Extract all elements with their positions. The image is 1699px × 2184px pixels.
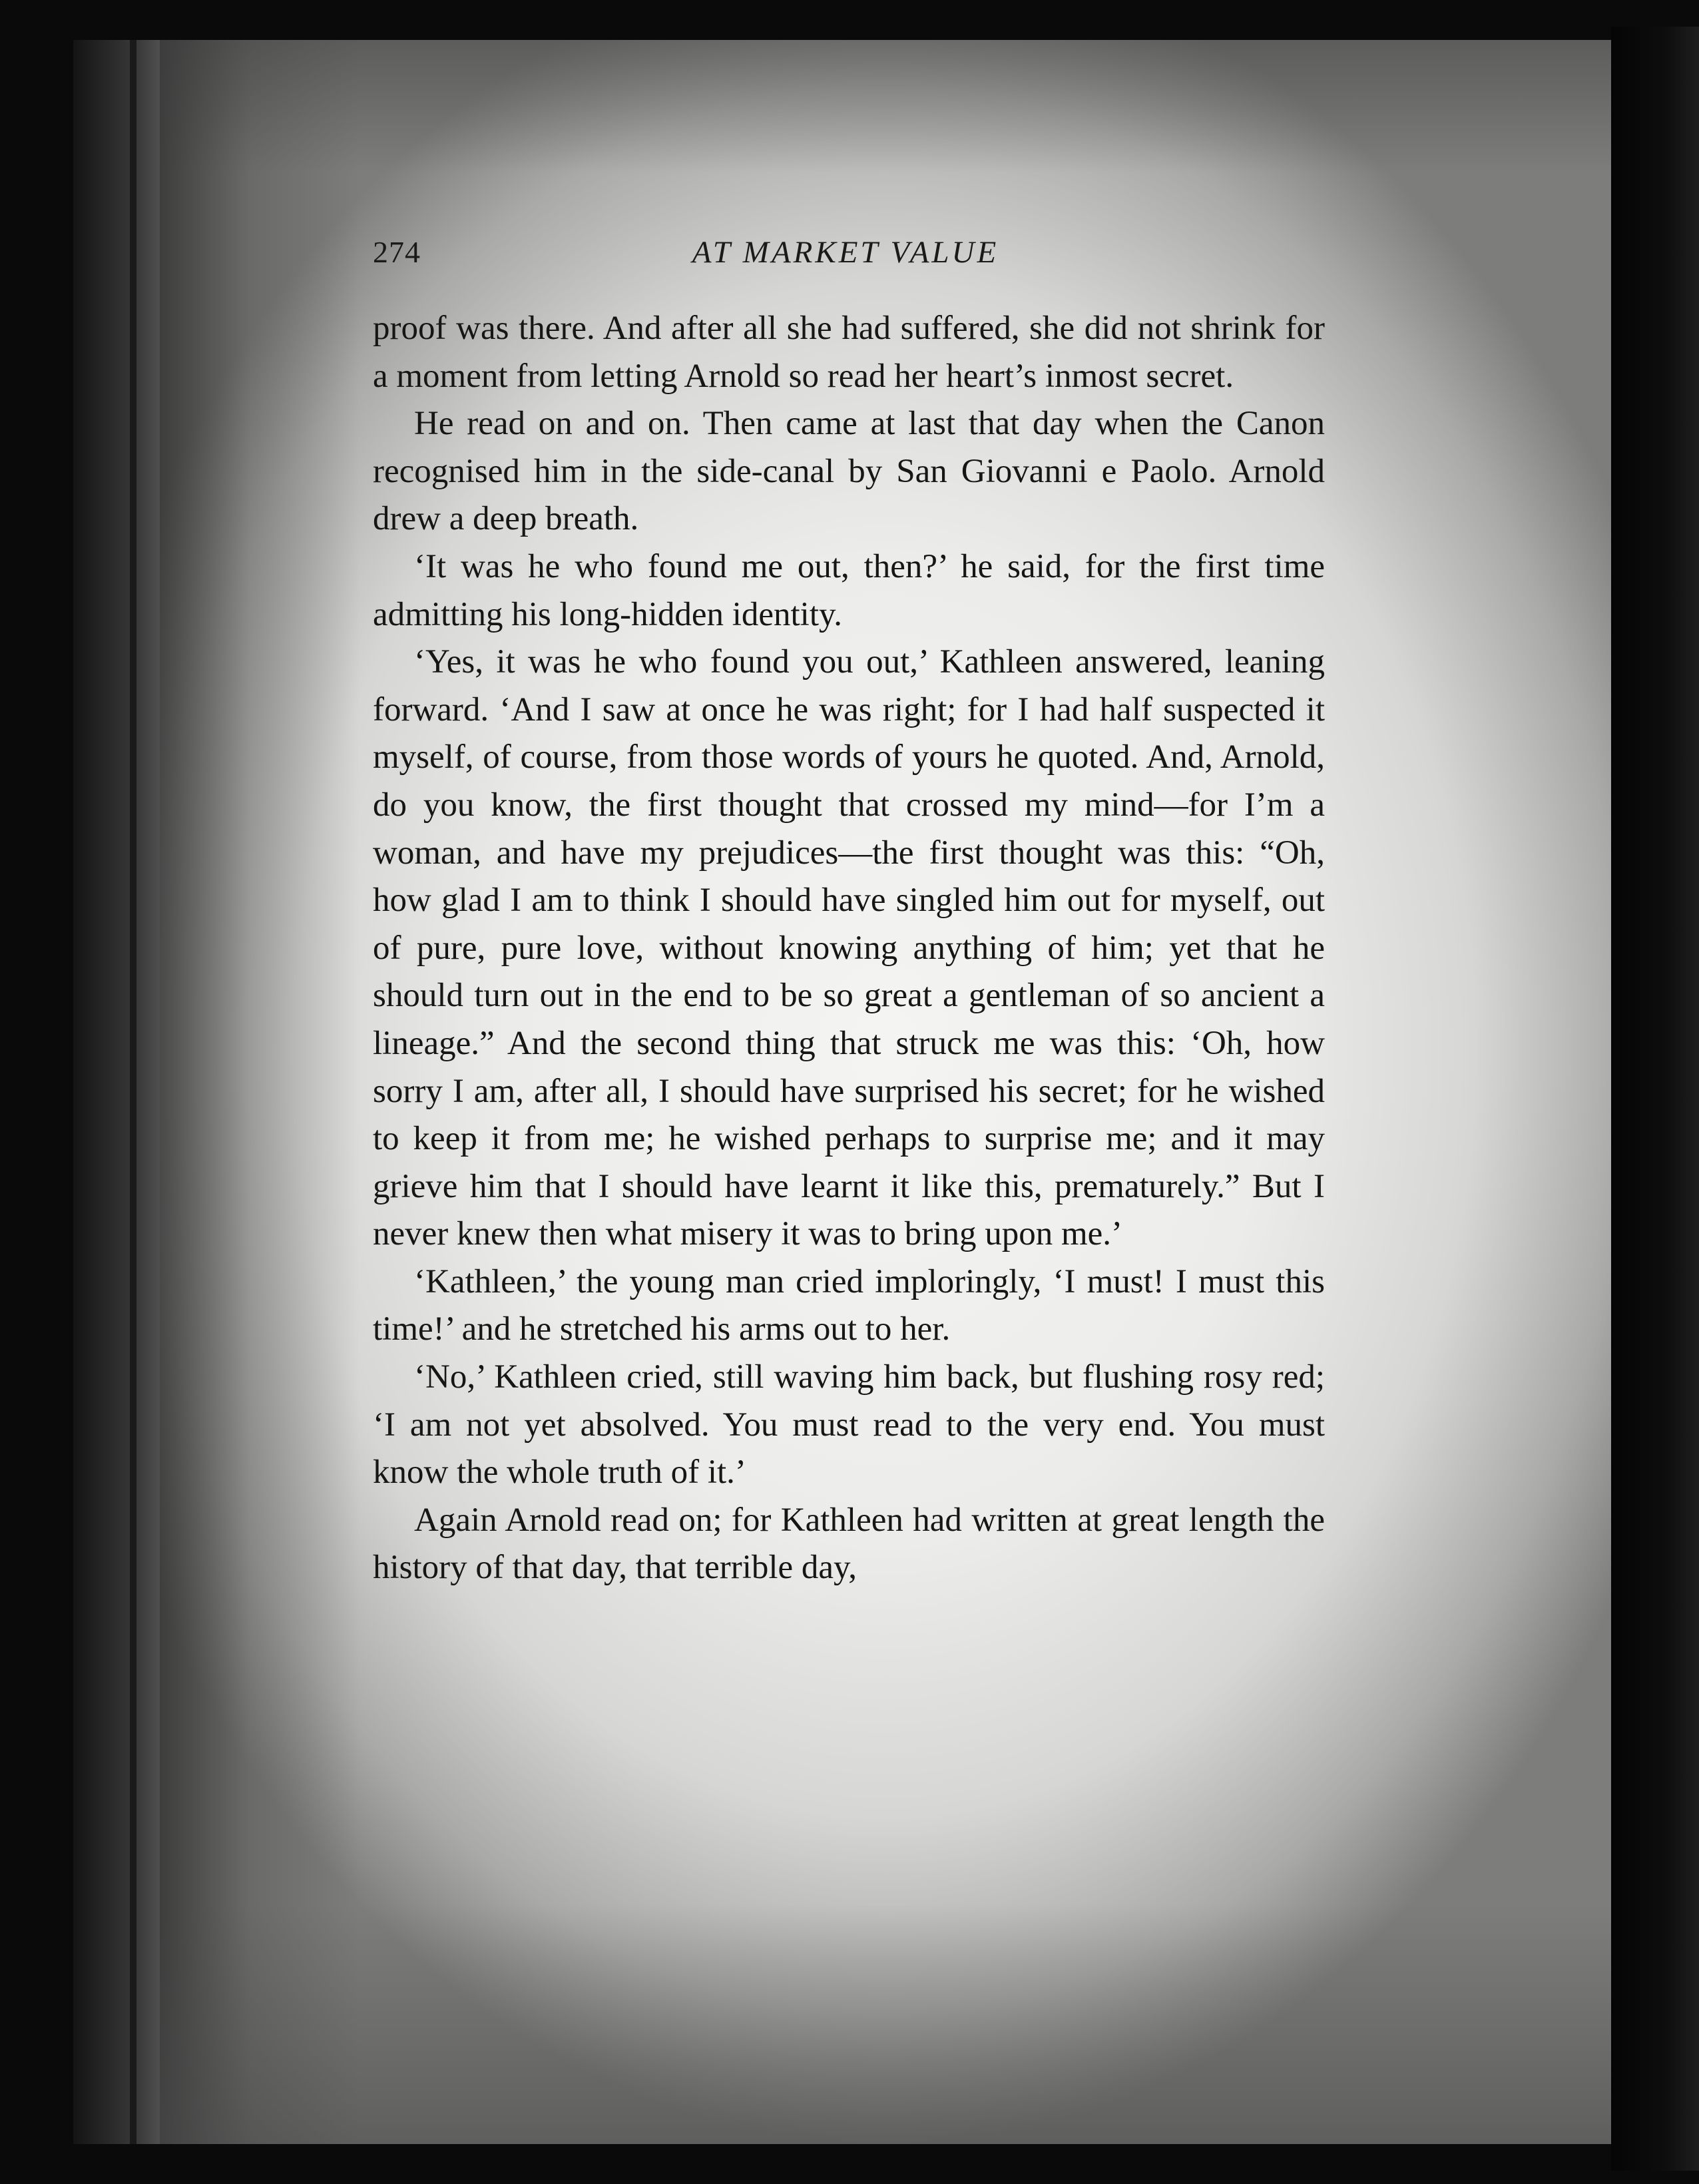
paragraph: ‘It was he who found me out, then?’ he said, for the first time admitting his long-hidden identity. (373, 547, 1325, 633)
running-header (373, 234, 1318, 281)
binding-edge-line (130, 40, 136, 2144)
facing-page-edge (1611, 27, 1699, 2171)
paragraph: ‘Yes, it was he who found you out,’ Kathleen answered, leaning forward. ‘And I saw at once he was right; for I had half suspected it myself, of course, from those words of yours he quoted. And, Arnold, do you know, the first thought that crossed my mind—for I’m a woman, and have my prejudices—the first thought was this: “Oh, how glad I am to think I should have singled him out for myself, out of pure, pure love, without knowing anything of him; yet that he should turn out in the end to be so great a gentleman of so ancient a lineage.” And the second thing that struck me was this: ‘Oh, how sorry I am, after all, I should have surprised his secret; for he wished to keep it from me; he wished perhaps to surprise me; and it may grieve him that I should have learnt it like this, prematurely.” But I never knew then what misery it was to bring upon me.’ (373, 643, 1325, 1253)
page-gutter-shadow (160, 40, 360, 2144)
page-top-shadow (160, 40, 1611, 173)
book-binding (73, 40, 166, 2144)
page-number: 274 (373, 235, 421, 269)
page-bottom-shadow (160, 1904, 1611, 2144)
running-title: AT MARKET VALUE (692, 235, 999, 270)
paragraph: ‘Kathleen,’ the young man cried imploringly, ‘I must! I must this time!’ and he stretched his arms out to her. (373, 1262, 1325, 1348)
paragraph: proof was there. And after all she had suffered, she did not shrink for a moment from letting Arnold so read her heart’s inmost secret. (373, 310, 1325, 395)
paragraph: Again Arnold read on; for Kathleen had written at great length the history of that day, that terrible day, (373, 1501, 1325, 1587)
paragraph: He read on and on. Then came at last that day when the Canon recognised him in the side-canal by San Giovanni e Paolo. Arnold drew a deep breath. (373, 405, 1325, 538)
paragraph: ‘No,’ Kathleen cried, still waving him back, but flushing rosy red; ‘I am not yet absolved. You must read to the very end. You must know the whole truth of it.’ (373, 1358, 1325, 1492)
body-text (373, 305, 1325, 1592)
